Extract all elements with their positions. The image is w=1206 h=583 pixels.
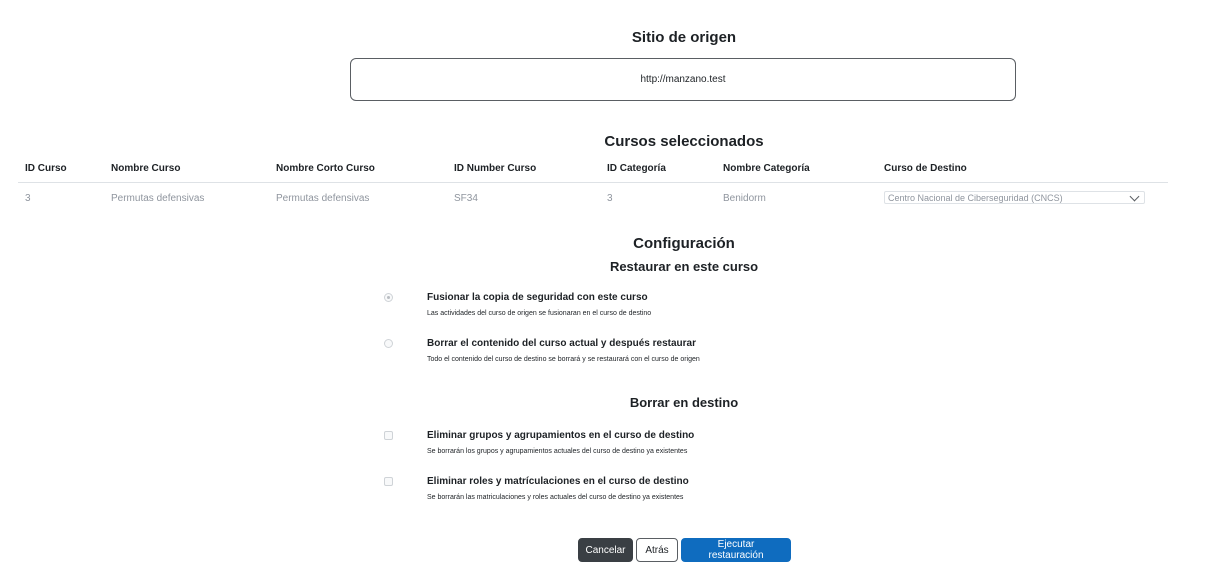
delete-content-option	[384, 338, 700, 364]
delete-content-description: Todo el contenido del curso de destino se borrará y se restaurará con el curso de origen	[427, 356, 700, 363]
destination-course-value: Centro Nacional de Ciberseguridad (CNCS)	[888, 192, 1063, 203]
header-curso-destino: Curso de Destino	[877, 157, 1168, 183]
merge-description: Las actividades del curso de origen se fusionaran en el curso de destino	[427, 310, 652, 317]
merge-option	[384, 292, 651, 318]
destination-course-select[interactable]	[884, 191, 1145, 204]
selected-courses-title: Cursos seleccionados	[604, 133, 764, 150]
delete-content-label: Borrar el contenido del curso actual y después restaurar	[427, 338, 696, 349]
header-nombre-corto: Nombre Corto Curso	[269, 157, 447, 183]
table-row	[18, 183, 1168, 211]
delete-roles-checkbox[interactable]	[384, 477, 393, 486]
origin-url-box	[350, 58, 1016, 101]
restore-in-course-subtitle: Restaurar en este curso	[609, 259, 759, 274]
action-buttons	[578, 538, 791, 562]
header-id-curso: ID Curso	[18, 157, 104, 183]
courses-table	[18, 157, 1168, 210]
origin-site-title: Sitio de origen	[631, 29, 737, 46]
run-restore-button[interactable]: Ejecutar restauración	[681, 538, 791, 562]
header-nombre-curso: Nombre Curso	[104, 157, 269, 183]
cell-id-number: SF34	[454, 192, 478, 204]
delete-roles-description: Se borrarán las matriculaciones y roles actuales del curso de destino ya existentes	[427, 494, 684, 501]
delete-roles-option	[384, 476, 689, 502]
back-button[interactable]: Atrás	[636, 538, 678, 562]
delete-groups-label: Eliminar grupos y agrupamientos en el curso de destino	[427, 430, 695, 441]
delete-in-destination-subtitle: Borrar en destino	[629, 395, 739, 410]
delete-groups-option	[384, 430, 694, 456]
delete-content-radio[interactable]	[384, 339, 393, 348]
cell-id-curso: 3	[25, 192, 31, 204]
cell-id-categoria: 3	[607, 192, 613, 204]
configuration-title: Configuración	[633, 235, 735, 252]
cell-nombre-curso: Permutas defensivas	[111, 192, 205, 204]
origin-url: http://manzano.test	[640, 74, 726, 85]
cell-curso-destino	[877, 183, 1168, 211]
header-id-number: ID Number Curso	[447, 157, 600, 183]
delete-groups-checkbox[interactable]	[384, 431, 393, 440]
delete-roles-label: Eliminar roles y matrículaciones en el curso de destino	[427, 476, 689, 487]
header-id-categoria: ID Categoría	[600, 157, 716, 183]
merge-label: Fusionar la copia de seguridad con este curso	[427, 292, 648, 303]
cancel-button[interactable]: Cancelar	[578, 538, 633, 562]
header-nombre-categoria: Nombre Categoría	[716, 157, 877, 183]
cell-nombre-categoria: Benidorm	[723, 192, 766, 204]
table-header-row	[18, 157, 1168, 183]
cell-nombre-corto: Permutas defensivas	[276, 192, 370, 204]
delete-groups-description: Se borrarán los grupos y agrupamientos actuales del curso de destino ya existentes	[427, 448, 688, 455]
merge-radio[interactable]	[384, 293, 393, 302]
chevron-down-icon	[1130, 191, 1140, 201]
